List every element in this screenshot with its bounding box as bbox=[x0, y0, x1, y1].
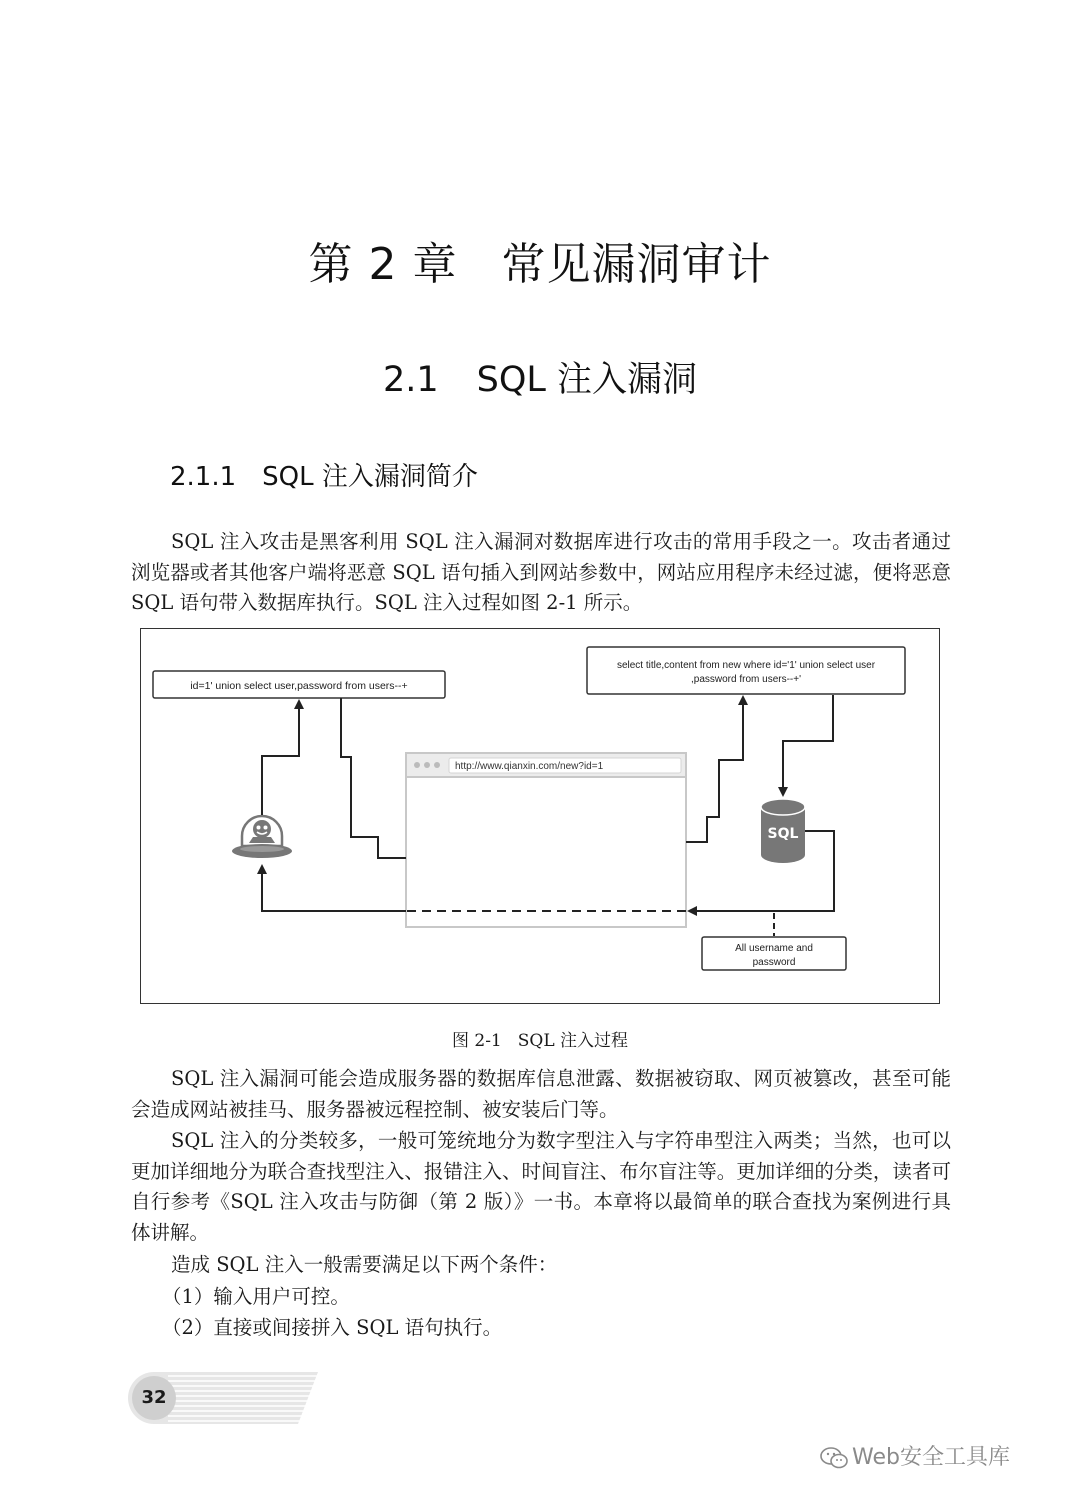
section-title bbox=[0, 352, 1080, 402]
figure-caption-text: SQL 注入过程 bbox=[517, 1031, 629, 1051]
section-name: SQL 注入漏洞 bbox=[476, 360, 698, 400]
condition-item: （1）输入用户可控。 bbox=[162, 1285, 350, 1308]
subsection-title bbox=[170, 456, 478, 493]
result-text-line-1: All username and bbox=[735, 943, 813, 954]
page-number: 32 bbox=[141, 1387, 167, 1408]
browser-dot-icon bbox=[414, 762, 420, 768]
impact-paragraph: SQL 注入漏洞可能会造成服务器的数据库信息泄露、数据被窃取、网页被篡改，甚至可能会造成网站被挂马、服务器被远程控制、被安装后门等。 bbox=[131, 1067, 951, 1121]
database-icon bbox=[761, 799, 805, 863]
query-text-line-1: select title,content from new where id='1' union select user bbox=[616, 660, 876, 671]
hacker-to-payload-arrow bbox=[262, 701, 299, 815]
browser-window bbox=[406, 753, 686, 927]
browser-dot-icon bbox=[434, 762, 440, 768]
browser-dot-icon bbox=[424, 762, 430, 768]
figure-caption bbox=[0, 1026, 1080, 1051]
payload-to-browser-line bbox=[341, 698, 406, 858]
result-box bbox=[702, 937, 846, 970]
watermark bbox=[820, 1440, 1010, 1471]
browser-to-query-arrow bbox=[686, 697, 743, 842]
payload-text: id=1' union select user,password from users--+ bbox=[190, 680, 408, 692]
subsection-name: SQL 注入漏洞简介 bbox=[262, 462, 478, 492]
query-text-line-2: ,password from users--+' bbox=[691, 674, 801, 685]
query-to-database-arrow bbox=[783, 695, 833, 795]
database-label: SQL bbox=[767, 826, 799, 842]
intro-paragraph: SQL 注入攻击是黑客利用 SQL 注入漏洞对数据库进行攻击的常用手段之一。攻击者通过浏览器或者其他客户端将恶意 SQL 语句插入到网站参数中，网站应用程序未经过滤，便将恶意 SQL 语句带入数据库执行。SQL 注入过程如图 2-1 所示。 bbox=[131, 530, 951, 614]
chapter-number: 第 2 章 bbox=[308, 239, 458, 290]
watermark-text: Web安全工具库 bbox=[852, 1445, 1010, 1470]
chapter-name: 常见漏洞审计 bbox=[501, 239, 772, 290]
result-text-line-2: password bbox=[752, 957, 796, 968]
section-number: 2.1 bbox=[382, 360, 439, 400]
condition-item: （2）直接或间接拼入 SQL 语句执行。 bbox=[162, 1316, 503, 1339]
figure-label: 图 2-1 bbox=[451, 1031, 502, 1051]
wechat-icon bbox=[820, 1446, 848, 1470]
browser-url: http://www.qianxin.com/new?id=1 bbox=[455, 761, 604, 772]
hacker-icon bbox=[232, 816, 292, 858]
classification-paragraph: SQL 注入的分类较多，一般可笼统地分为数字型注入与字符串型注入两类；当然，也可以更加详细地分为联合查找型注入、报错注入、时间盲注、布尔盲注等。更加详细的分类，读者可自行参考《SQL 注入攻击与防御（第 2 版）》一书。本章将以最简单的联合查找为案例进行具体讲解。 bbox=[131, 1129, 951, 1244]
browser-to-hacker-arrow bbox=[262, 866, 406, 911]
chapter-title bbox=[0, 228, 1080, 292]
sql-injection-figure bbox=[140, 628, 940, 1004]
subsection-number: 2.1.1 bbox=[170, 462, 237, 492]
sql-injection-diagram bbox=[141, 629, 941, 1005]
query-box bbox=[587, 647, 905, 694]
payload-box bbox=[153, 671, 445, 698]
conditions-intro: 造成 SQL 注入一般需要满足以下两个条件： bbox=[171, 1253, 558, 1276]
